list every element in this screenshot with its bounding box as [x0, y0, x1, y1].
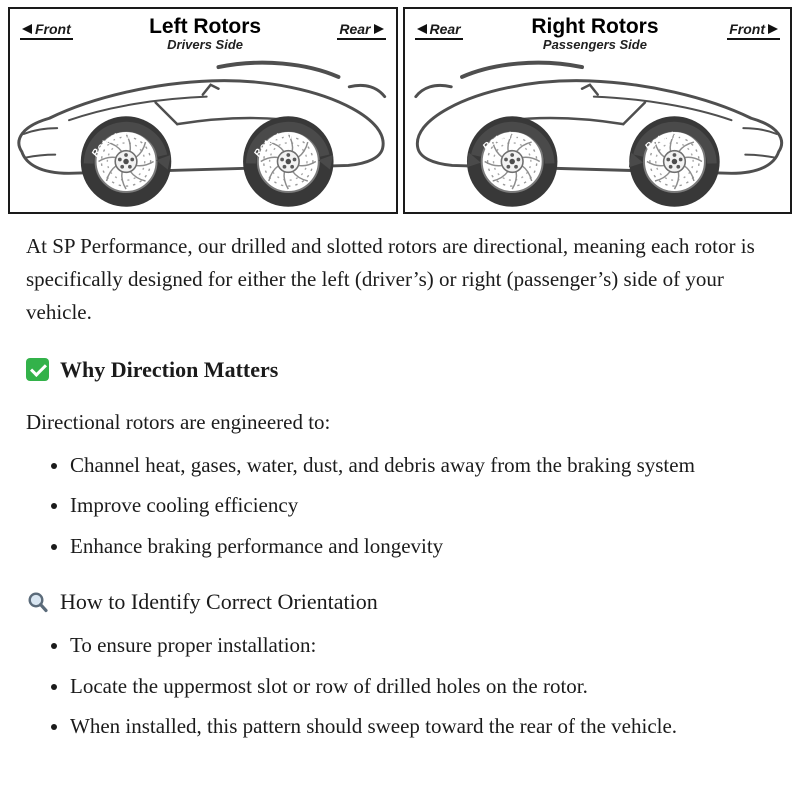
rotation-label: Rotation: [89, 130, 130, 159]
engineered-lead: Directional rotors are engineered to:: [26, 409, 331, 434]
left-panel-titles: [149, 16, 261, 52]
car-body-mirrored: [415, 62, 781, 206]
rear-label: Rear: [339, 21, 371, 37]
arrow-left-icon: [22, 24, 32, 34]
arrow-right-icon: [374, 24, 384, 34]
list-item: • When installed, this pattern should sweep toward the rear of the vehicle.: [70, 711, 774, 743]
right-panel-titles: [531, 16, 658, 52]
why-direction-matters-heading: [26, 357, 774, 383]
left-panel-header: [10, 9, 396, 52]
list-item: • Locate the uppermost slot or row of drilled holes on the rotor.: [70, 671, 774, 703]
heading-text: How to Identify Correct Orientation: [60, 589, 378, 615]
list-item: • Channel heat, gases, water, dust, and debris away from the braking system: [70, 450, 774, 482]
identify-orientation-heading: [26, 589, 774, 615]
check-icon: [26, 358, 49, 381]
arrow-left-icon: [417, 24, 427, 34]
panel-title: Right Rotors: [531, 15, 659, 38]
front-direction-arrow: [20, 19, 73, 40]
identify-bullet-list: [26, 630, 774, 743]
rotor-direction-diagram: [0, 0, 800, 214]
left-rotors-panel: [8, 7, 398, 214]
right-rotors-panel: [403, 7, 793, 214]
panel-subtitle: Passengers Side: [542, 37, 647, 53]
rear-direction-arrow: [337, 19, 385, 40]
list-item: • Enhance braking performance and longevity: [70, 531, 774, 563]
rotation-label: Rotation: [642, 130, 687, 153]
why-bullet-list: [26, 450, 774, 563]
article-content: [0, 214, 800, 743]
front-direction-arrow: [727, 19, 780, 40]
panel-title: Left Rotors: [149, 15, 262, 38]
rotation-label: Rotation: [252, 130, 293, 159]
panel-subtitle: Drivers Side: [167, 37, 243, 53]
heading-text: Why Direction Matters: [60, 356, 279, 382]
front-label: Front: [35, 21, 71, 37]
left-car-illustration: [10, 54, 396, 212]
intro-paragraph: At SP Performance, our drilled and slotted rotors are directional, meaning each rotor is specifically designed for either the left (driver’s) or right (passenger’s) side of your vehicle.: [26, 234, 755, 325]
rear-label: Rear: [429, 21, 461, 37]
rear-direction-arrow: [415, 19, 463, 40]
magnifier-icon: [26, 591, 49, 614]
right-panel-header: [405, 9, 791, 52]
arrow-right-icon: [768, 24, 778, 34]
front-label: Front: [729, 21, 765, 37]
rotation-label: Rotation: [480, 130, 525, 153]
list-item: • To ensure proper installation:: [70, 630, 774, 662]
list-item: • Improve cooling efficiency: [70, 490, 774, 522]
right-car-illustration: [405, 54, 791, 212]
